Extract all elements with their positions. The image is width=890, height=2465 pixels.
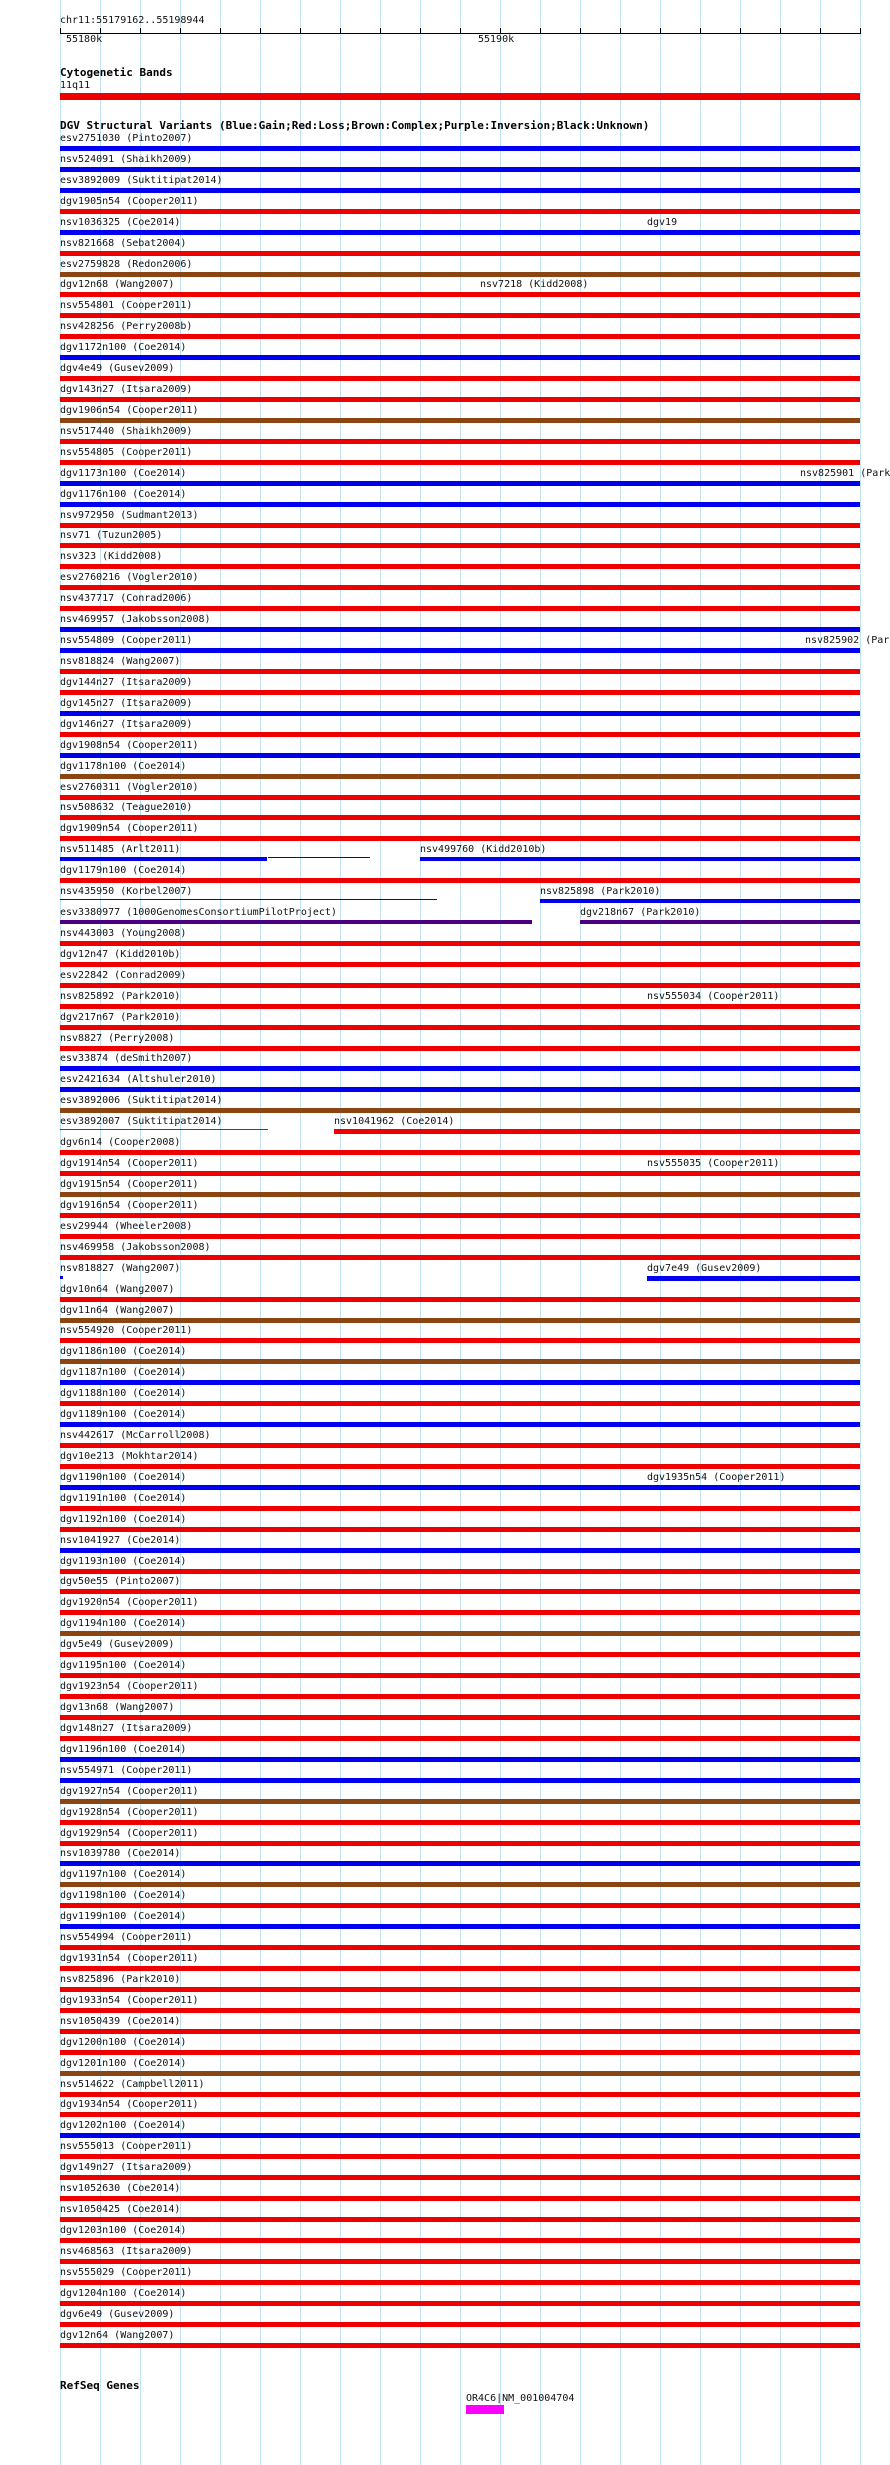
- variant-bar[interactable]: [60, 2196, 860, 2201]
- variant-bar[interactable]: [60, 1213, 860, 1218]
- variant-bar[interactable]: [60, 815, 860, 820]
- variant-label-secondary[interactable]: nsv555035 (Cooper2011): [647, 1158, 780, 1170]
- variant-label[interactable]: nsv555013 (Cooper2011): [60, 2141, 193, 2153]
- variant-bar-secondary[interactable]: [647, 230, 860, 235]
- variant-bar[interactable]: [60, 1652, 860, 1657]
- variant-label[interactable]: dgv1193n100 (Coe2014): [60, 1555, 187, 1567]
- variant-bar[interactable]: [60, 1861, 860, 1866]
- variant-label[interactable]: dgv1199n100 (Coe2014): [60, 1911, 187, 1923]
- variant-bar[interactable]: [60, 2343, 860, 2348]
- variant-label[interactable]: dgv13n68 (Wang2007): [60, 1702, 175, 1713]
- variant-bar[interactable]: [60, 1820, 860, 1825]
- variant-label[interactable]: dgv1196n100 (Coe2014): [60, 1743, 187, 1755]
- variant-label[interactable]: dgv1916n54 (Cooper2011): [60, 1199, 199, 1211]
- variant-label[interactable]: dgv1933n54 (Cooper2011): [60, 1994, 199, 2006]
- variant-bar[interactable]: [60, 1631, 860, 1636]
- variant-bar[interactable]: [268, 857, 370, 858]
- variant-bar[interactable]: [60, 1548, 860, 1553]
- cytoband-track-title[interactable]: Cytogenetic Bands: [60, 66, 173, 79]
- ruler-tick: [660, 28, 661, 34]
- variant-label[interactable]: dgv1172n100 (Coe2014): [60, 342, 187, 354]
- variant-label[interactable]: dgv1192n100 (Coe2014): [60, 1513, 187, 1525]
- ruler-tick: [740, 28, 741, 34]
- variant-label[interactable]: dgv1186n100 (Coe2014): [60, 1346, 187, 1358]
- variant-label[interactable]: nsv1036325 (Coe2014): [60, 216, 181, 228]
- variant-bar[interactable]: [60, 1046, 860, 1051]
- variant-bar[interactable]: [60, 209, 860, 214]
- variant-label[interactable]: esv2751030 (Pinto2007): [60, 133, 193, 144]
- variant-bar[interactable]: [60, 188, 860, 193]
- variant-label[interactable]: dgv146n27 (Itsara2009): [60, 718, 193, 730]
- variant-bar[interactable]: [60, 1966, 860, 1971]
- cytoband-bar[interactable]: [60, 93, 860, 100]
- variant-label-secondary[interactable]: nsv825902 (Par: [805, 635, 890, 647]
- variant-label[interactable]: nsv508632 (Teague2010): [60, 802, 193, 814]
- variant-label[interactable]: dgv1195n100 (Coe2014): [60, 1660, 187, 1672]
- variant-label[interactable]: nsv469958 (Jakobsson2008): [60, 1241, 211, 1253]
- variant-bar[interactable]: [60, 481, 860, 486]
- variant-label[interactable]: dgv12n68 (Wang2007): [60, 279, 175, 291]
- variant-bar[interactable]: [60, 1715, 860, 1720]
- variant-bar[interactable]: [60, 167, 860, 172]
- variant-bar[interactable]: [60, 627, 860, 632]
- ruler-label-55180k: 55180k: [66, 34, 103, 45]
- variant-label[interactable]: esv3380977 (1000GenomesConsortiumPilotProject): [60, 907, 337, 919]
- variant-bar[interactable]: [60, 1569, 860, 1574]
- variant-label[interactable]: nsv554809 (Cooper2011): [60, 635, 193, 647]
- ruler-tick: [340, 28, 341, 34]
- variant-bar-secondary[interactable]: [647, 1171, 860, 1176]
- variant-bar[interactable]: [60, 606, 860, 611]
- variant-label[interactable]: nsv71 (Tuzun2005): [60, 530, 163, 542]
- variant-label[interactable]: dgv1927n54 (Cooper2011): [60, 1785, 199, 1797]
- variant-label[interactable]: dgv1202n100 (Coe2014): [60, 2120, 187, 2132]
- variant-bar[interactable]: [60, 1589, 860, 1594]
- ruler-tick: [220, 28, 221, 34]
- ruler-label-55190k: 55190k: [478, 34, 515, 45]
- variant-bar[interactable]: [60, 774, 860, 779]
- variant-bar[interactable]: [60, 2008, 860, 2013]
- variant-label[interactable]: dgv1928n54 (Cooper2011): [60, 1806, 199, 1818]
- variant-bar[interactable]: [60, 1338, 860, 1343]
- variant-label[interactable]: esv29944 (Wheeler2008): [60, 1220, 193, 1232]
- variant-bar[interactable]: [60, 2050, 860, 2055]
- variant-bar[interactable]: [60, 2238, 860, 2243]
- variant-bar[interactable]: [60, 1443, 860, 1448]
- variant-label[interactable]: nsv1052630 (Coe2014): [60, 2183, 181, 2195]
- variant-label[interactable]: nsv818824 (Wang2007): [60, 656, 181, 667]
- variant-bar[interactable]: [60, 1757, 860, 1762]
- variant-label[interactable]: dgv1931n54 (Cooper2011): [60, 1953, 199, 1965]
- variant-label[interactable]: dgv6e49 (Gusev2009): [60, 2308, 175, 2320]
- variant-bar[interactable]: [60, 1108, 860, 1113]
- variant-bar[interactable]: [60, 418, 860, 423]
- variant-label[interactable]: nsv517440 (Shaikh2009): [60, 425, 193, 437]
- variant-label-secondary[interactable]: dgv19: [647, 216, 678, 228]
- variant-bar[interactable]: [60, 1150, 860, 1155]
- variant-label[interactable]: nsv443003 (Young2008): [60, 927, 187, 939]
- variant-bar[interactable]: [60, 2175, 860, 2180]
- variant-label[interactable]: dgv1920n54 (Cooper2011): [60, 1597, 199, 1609]
- variant-label-secondary[interactable]: nsv555034 (Cooper2011): [647, 990, 780, 1002]
- variant-label[interactable]: dgv12n47 (Kidd2010b): [60, 948, 181, 960]
- variant-bar[interactable]: [60, 1694, 860, 1699]
- variant-label[interactable]: nsv821668 (Sebat2004): [60, 237, 187, 249]
- variant-bar[interactable]: [60, 251, 860, 256]
- variant-label[interactable]: nsv428256 (Perry2008b): [60, 321, 193, 333]
- variant-bar[interactable]: [60, 941, 860, 946]
- variant-label[interactable]: dgv50e55 (Pinto2007): [60, 1576, 181, 1588]
- gene-feature[interactable]: [466, 2405, 504, 2414]
- variant-bar[interactable]: [60, 2280, 860, 2285]
- variant-bar[interactable]: [60, 1527, 860, 1532]
- variant-label[interactable]: nsv469957 (Jakobsson2008): [60, 614, 211, 626]
- variant-bar[interactable]: [60, 1464, 860, 1469]
- variant-label[interactable]: dgv1178n100 (Coe2014): [60, 760, 187, 772]
- variant-bar[interactable]: [60, 2071, 860, 2076]
- variant-label[interactable]: dgv149n27 (Itsara2009): [60, 2162, 193, 2174]
- variant-label[interactable]: nsv825892 (Park2010): [60, 990, 181, 1002]
- ruler-tick: [700, 28, 701, 34]
- variant-bar-secondary[interactable]: [800, 481, 850, 485]
- variant-label[interactable]: dgv143n27 (Itsara2009): [60, 384, 193, 396]
- variant-bar[interactable]: [60, 313, 860, 318]
- variant-bar[interactable]: [60, 1841, 860, 1846]
- variant-label[interactable]: nsv1050425 (Coe2014): [60, 2204, 181, 2216]
- variant-bar[interactable]: [60, 1945, 860, 1950]
- variant-label-secondary[interactable]: nsv1041962 (Coe2014): [334, 1116, 455, 1128]
- ruler-tick: [300, 28, 301, 34]
- variant-bar[interactable]: [60, 397, 860, 402]
- variant-bar[interactable]: [60, 711, 860, 716]
- variant-label-secondary[interactable]: nsv499760 (Kidd2010b): [420, 844, 547, 856]
- variant-bar[interactable]: [60, 1882, 860, 1887]
- variant-label[interactable]: nsv511485 (Arlt2011): [60, 844, 181, 856]
- variant-label[interactable]: dgv1908n54 (Cooper2011): [60, 739, 199, 751]
- ruler-tick: [500, 28, 501, 34]
- variant-label[interactable]: nsv1050439 (Coe2014): [60, 2015, 181, 2027]
- variant-label-secondary[interactable]: dgv218n67 (Park2010): [580, 907, 701, 919]
- variant-label[interactable]: esv3892007 (Suktitipat2014): [60, 1116, 223, 1128]
- variant-bar[interactable]: [60, 1234, 860, 1239]
- variant-label[interactable]: dgv148n27 (Itsara2009): [60, 1722, 193, 1734]
- variant-bar[interactable]: [60, 2154, 860, 2159]
- variant-label[interactable]: dgv1190n100 (Coe2014): [60, 1471, 187, 1483]
- variant-label[interactable]: nsv8827 (Perry2008): [60, 1032, 175, 1044]
- variant-label[interactable]: nsv554920 (Cooper2011): [60, 1325, 193, 1337]
- variant-bar[interactable]: [60, 2301, 860, 2306]
- variant-bar[interactable]: [60, 355, 860, 360]
- variant-label[interactable]: nsv554805 (Cooper2011): [60, 446, 193, 458]
- variant-bar[interactable]: [60, 146, 860, 151]
- ruler-tick: [860, 28, 861, 34]
- variant-label[interactable]: nsv1041927 (Coe2014): [60, 1534, 181, 1546]
- variant-label-secondary[interactable]: dgv1935n54 (Cooper2011): [647, 1471, 786, 1483]
- variant-bar[interactable]: [60, 1129, 268, 1130]
- variant-bar[interactable]: [60, 1297, 860, 1302]
- variant-label[interactable]: nsv818827 (Wang2007): [60, 1262, 181, 1274]
- variant-bar[interactable]: [60, 1087, 860, 1092]
- ruler-tick: [60, 28, 61, 34]
- variant-bar[interactable]: [60, 1799, 860, 1804]
- variant-label[interactable]: esv3892006 (Suktitipat2014): [60, 1095, 223, 1107]
- variant-label[interactable]: nsv972950 (Sudmant2013): [60, 509, 199, 521]
- cytoband-label: 11q11: [60, 80, 91, 91]
- variant-label[interactable]: dgv145n27 (Itsara2009): [60, 697, 193, 709]
- variant-bar[interactable]: [60, 669, 860, 674]
- variant-bar[interactable]: [60, 857, 267, 861]
- variant-bar[interactable]: [60, 1506, 860, 1511]
- variant-bar-secondary[interactable]: [647, 1485, 860, 1490]
- variant-label[interactable]: dgv1191n100 (Coe2014): [60, 1492, 187, 1504]
- variant-bar[interactable]: [60, 376, 860, 381]
- variant-label[interactable]: dgv12n64 (Wang2007): [60, 2329, 175, 2341]
- variant-bar[interactable]: [60, 2322, 860, 2327]
- variant-label[interactable]: nsv554801 (Cooper2011): [60, 300, 193, 312]
- variant-bar[interactable]: [60, 1255, 860, 1260]
- variant-label[interactable]: dgv10n64 (Wang2007): [60, 1283, 175, 1295]
- variant-label[interactable]: esv2421634 (Altshuler2010): [60, 1074, 217, 1086]
- variant-bar-secondary[interactable]: [580, 920, 860, 924]
- variant-label[interactable]: esv2760216 (Vogler2010): [60, 572, 199, 584]
- ruler-tick: [380, 28, 381, 34]
- variant-bar[interactable]: [60, 1987, 860, 1992]
- variant-label[interactable]: dgv1188n100 (Coe2014): [60, 1388, 187, 1400]
- variant-bar[interactable]: [60, 1192, 860, 1197]
- variant-bar[interactable]: [60, 2217, 860, 2222]
- variant-bar[interactable]: [60, 564, 860, 569]
- variant-label[interactable]: dgv1203n100 (Coe2014): [60, 2225, 187, 2236]
- variant-bar[interactable]: [60, 1673, 860, 1678]
- variant-label[interactable]: nsv554971 (Cooper2011): [60, 1764, 193, 1776]
- variant-bar[interactable]: [60, 753, 860, 758]
- variant-bar[interactable]: [60, 523, 860, 528]
- ruler-tick: [420, 28, 421, 34]
- ruler-tick: [140, 28, 141, 34]
- variant-label[interactable]: dgv1914n54 (Cooper2011): [60, 1158, 199, 1170]
- variant-bar[interactable]: [60, 2112, 860, 2117]
- variant-bar[interactable]: [60, 1025, 860, 1030]
- variant-bar[interactable]: [60, 1422, 860, 1427]
- variant-label[interactable]: esv2759828 (Redon2006): [60, 258, 193, 270]
- variant-label[interactable]: nsv825896 (Park2010): [60, 1973, 181, 1985]
- variant-bar[interactable]: [60, 732, 860, 737]
- variant-bar[interactable]: [60, 1903, 860, 1908]
- variant-bar[interactable]: [60, 1276, 63, 1279]
- dgv-track-title[interactable]: DGV Structural Variants (Blue:Gain;Red:Loss;Brown:Complex;Purple:Inversion;Black:Unknown): [60, 119, 650, 132]
- variant-bar-secondary[interactable]: [647, 1004, 860, 1009]
- variant-label[interactable]: dgv4e49 (Gusev2009): [60, 363, 175, 375]
- variant-label[interactable]: dgv217n67 (Park2010): [60, 1011, 181, 1023]
- variant-label[interactable]: dgv1934n54 (Cooper2011): [60, 2099, 199, 2111]
- variant-bar-secondary[interactable]: [334, 1129, 860, 1134]
- variant-bar[interactable]: [60, 920, 532, 924]
- variant-label[interactable]: nsv524091 (Shaikh2009): [60, 153, 193, 165]
- variant-bar[interactable]: [60, 1318, 860, 1323]
- variant-bar[interactable]: [60, 460, 860, 465]
- variant-label[interactable]: nsv514622 (Campbell2011): [60, 2078, 205, 2090]
- variant-bar[interactable]: [60, 1380, 860, 1385]
- variant-bar[interactable]: [60, 795, 860, 800]
- variant-bar[interactable]: [60, 2029, 860, 2034]
- variant-bar[interactable]: [60, 334, 860, 339]
- variant-label[interactable]: dgv1929n54 (Cooper2011): [60, 1827, 199, 1839]
- variant-bar[interactable]: [60, 1610, 860, 1615]
- variant-label[interactable]: dgv1197n100 (Coe2014): [60, 1869, 187, 1881]
- variant-bar[interactable]: [60, 585, 860, 590]
- variant-label[interactable]: dgv1198n100 (Coe2014): [60, 1890, 187, 1902]
- variant-label[interactable]: dgv5e49 (Gusev2009): [60, 1639, 175, 1651]
- variant-bar[interactable]: [60, 2259, 860, 2264]
- ruler-tick: [820, 28, 821, 34]
- variant-label[interactable]: dgv11n64 (Wang2007): [60, 1304, 175, 1316]
- variant-label[interactable]: esv3892009 (Suktitipat2014): [60, 174, 223, 186]
- variant-bar[interactable]: [60, 439, 860, 444]
- variant-label[interactable]: nsv437717 (Conrad2006): [60, 593, 193, 605]
- variant-bar[interactable]: [60, 836, 860, 841]
- refseq-track-title[interactable]: RefSeq Genes: [60, 2379, 140, 2392]
- variant-bar[interactable]: [60, 272, 860, 277]
- ruler-tick: [460, 28, 461, 34]
- ruler-tick: [620, 28, 621, 34]
- variant-bar-secondary[interactable]: [647, 1276, 860, 1281]
- variant-label[interactable]: nsv555029 (Cooper2011): [60, 2266, 193, 2278]
- position-label: chr11:55179162..55198944: [60, 15, 205, 26]
- variant-bar[interactable]: [60, 2092, 860, 2097]
- ruler-tick: [580, 28, 581, 34]
- variant-bar-secondary[interactable]: [420, 857, 860, 861]
- variant-label[interactable]: dgv1189n100 (Coe2014): [60, 1409, 187, 1421]
- grid-line: [860, 0, 861, 2465]
- variant-bar[interactable]: [60, 1401, 860, 1406]
- variant-label-secondary[interactable]: nsv825901 (Park: [800, 467, 890, 479]
- variant-bar[interactable]: [60, 1066, 860, 1071]
- variant-bar[interactable]: [60, 1359, 860, 1364]
- variant-bar-secondary[interactable]: [540, 899, 860, 903]
- variant-label[interactable]: dgv1200n100 (Coe2014): [60, 2036, 187, 2048]
- variant-label[interactable]: nsv323 (Kidd2008): [60, 551, 163, 563]
- variant-label[interactable]: dgv1194n100 (Coe2014): [60, 1618, 187, 1630]
- variant-label[interactable]: dgv1204n100 (Coe2014): [60, 2287, 187, 2299]
- variant-label[interactable]: dgv1905n54 (Cooper2011): [60, 195, 199, 207]
- variant-bar[interactable]: [60, 899, 437, 900]
- gene-label[interactable]: OR4C6|NM_001004704: [466, 2393, 575, 2404]
- variant-label[interactable]: dgv1179n100 (Coe2014): [60, 865, 187, 877]
- variant-bar[interactable]: [60, 983, 860, 988]
- variant-bar-secondary[interactable]: [480, 292, 860, 293]
- variant-label[interactable]: nsv554994 (Cooper2011): [60, 1932, 193, 1944]
- ruler-tick: [180, 28, 181, 34]
- variant-label[interactable]: dgv1915n54 (Cooper2011): [60, 1179, 199, 1190]
- variant-label[interactable]: dgv10e213 (Mokhtar2014): [60, 1450, 199, 1462]
- variant-label[interactable]: dgv6n14 (Cooper2008): [60, 1137, 181, 1149]
- ruler-tick: [260, 28, 261, 34]
- variant-label[interactable]: dgv144n27 (Itsara2009): [60, 676, 193, 688]
- variant-label[interactable]: dgv1173n100 (Coe2014): [60, 467, 187, 479]
- variant-bar[interactable]: [60, 1736, 860, 1741]
- variant-bar[interactable]: [60, 878, 860, 883]
- variant-label[interactable]: dgv1923n54 (Cooper2011): [60, 1681, 199, 1693]
- variant-bar[interactable]: [60, 962, 860, 967]
- variant-label-secondary[interactable]: nsv7218 (Kidd2008): [480, 279, 589, 291]
- variant-bar[interactable]: [60, 502, 860, 507]
- variant-label[interactable]: nsv468563 (Itsara2009): [60, 2245, 193, 2257]
- variant-label[interactable]: dgv1176n100 (Coe2014): [60, 488, 187, 500]
- ruler-tick: [540, 28, 541, 34]
- variant-bar[interactable]: [60, 1924, 860, 1929]
- variant-label-secondary[interactable]: nsv825898 (Park2010): [540, 886, 661, 898]
- variant-label-secondary[interactable]: dgv7e49 (Gusev2009): [647, 1262, 762, 1274]
- variant-label[interactable]: dgv1909n54 (Cooper2011): [60, 823, 199, 835]
- ruler-tick: [780, 28, 781, 34]
- variant-bar[interactable]: [60, 690, 860, 695]
- variant-label[interactable]: nsv435950 (Korbel2007): [60, 886, 193, 898]
- variant-label[interactable]: esv33874 (deSmith2007): [60, 1053, 193, 1065]
- variant-label[interactable]: dgv1201n100 (Coe2014): [60, 2057, 187, 2069]
- variant-bar-secondary[interactable]: [805, 648, 860, 652]
- ruler-tick: [100, 28, 101, 34]
- variant-label[interactable]: dgv1187n100 (Coe2014): [60, 1367, 187, 1379]
- variant-bar[interactable]: [60, 648, 860, 653]
- variant-label[interactable]: esv2760311 (Vogler2010): [60, 781, 199, 793]
- variant-label[interactable]: nsv442617 (McCarroll2008): [60, 1430, 211, 1442]
- variant-label[interactable]: nsv1039780 (Coe2014): [60, 1848, 181, 1860]
- variant-bar[interactable]: [60, 2133, 860, 2138]
- variant-bar[interactable]: [60, 543, 860, 548]
- variant-label[interactable]: esv22842 (Conrad2009): [60, 969, 187, 981]
- variant-bar[interactable]: [60, 1778, 860, 1783]
- variant-label[interactable]: dgv1906n54 (Cooper2011): [60, 404, 199, 416]
